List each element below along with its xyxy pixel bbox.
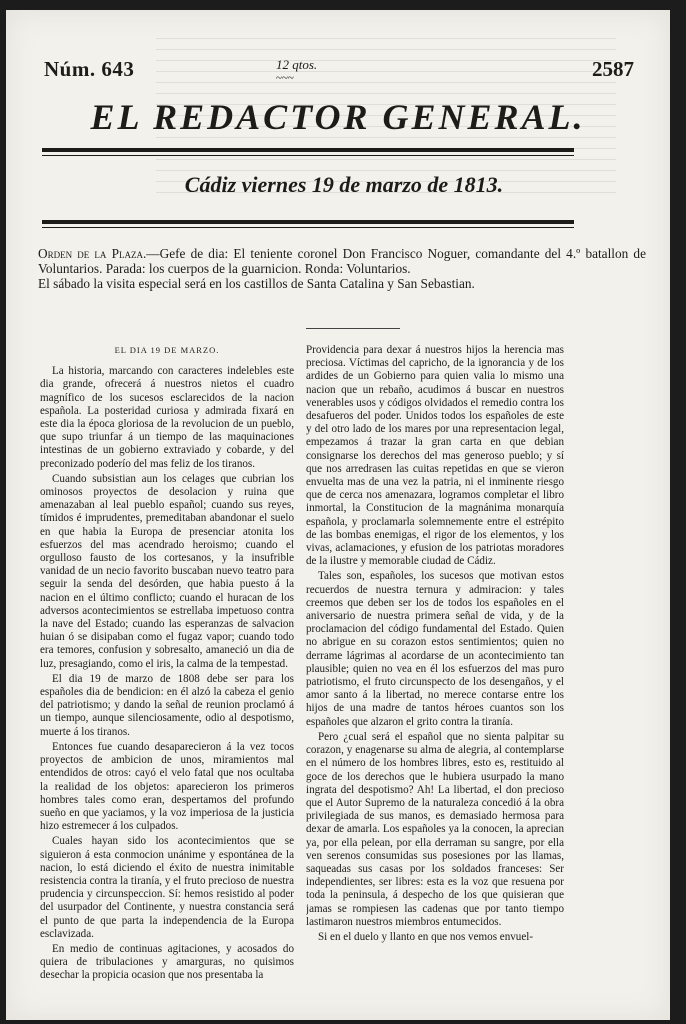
newspaper-page (6, 10, 670, 1020)
article-paragraph: La historia, marcando con caracteres indelebles este dia grande, ofrecerá á nuestros nietos el cuadro magnífico de los sucesos esclarecidos de la nacion española. La posteridad curiosa y admirada fixará en este dia la época gloriosa de la revolucion de un pueblo, que supo triunfar á un tiempo de las maquinaciones intestinas de un gobierno extraviado y cobarde, y del preconizado poderío del mas feliz de los tiranos. (40, 365, 294, 470)
price-ornament: ~~~ (276, 72, 294, 84)
article-paragraph: Cuando subsistian aun los celages que cubrian los ominosos proyectos de desolacion y ruina que amenazaban al leal pueblo español; cuando sus reyes, tímidos é imprudentes, premeditaban abandonar el suelo en que habia la Europa de presenciar atonita los esfuerzos del mas acendrado heroismo; cuando el orgulloso fausto de los cortesanos, y la insufrible vanidad de un necio favorito buscaban nuevo teatro para seguir la senda del desórden, que habia puesto á la nacion en el último conflicto; cuando el huracan de los adversos acontecimientos se estrellaba impetuoso contra la nave del Estado; cuando las esperanzas de salvacion huian ó se disipaban como el fugaz vapor; cuando todo era temores, confusion y sobresalto, amaneció un dia de luz, presagiando, como el iris, la calma de la tempestad. (40, 472, 294, 670)
orden-label: Orden de la Plaza. (38, 246, 147, 261)
article-paragraph: Pero ¿cual será el español que no sienta palpitar su corazon, y enagenarse su alma de alegria, al contemplarse en el número de los hombres libres, esto es, restituido al goce de los derechos que le hubiera usurpado la mano ingrata del despotismo? Ah! La libertad, el don precioso que el Autor Supremo de la naturaleza concedió á la obra privilegiada de sus manos, es demasiado hermosa para dexar de amarla. Los españoles ya la conocen, la aprecian ya, por ella pelean, por ella derraman su sangre, por ella ven serenos consumidas sus posesiones por las llamas, saqueadas sus casas por los soldados franceses: Ser independientes, ser libres: esta es la voz que resuena por toda la peninsula, á despecho de los que quisieran que jamas se rompiesen las cadenas que por tanto tiempo lastimaron nuestros miembros entumecidos. (306, 730, 564, 928)
issue-price: 12 qtos. (276, 57, 318, 72)
orden-text: —Gefe de dia: El teniente coronel Don Francisco Noguer, comandante del 4.º batallon de Voluntarios. Parada: los cuerpos de la guarnicion. Ronda: Voluntarios. (38, 246, 646, 276)
article-paragraph: Cuales hayan sido los acontecimientos que se siguieron á esta conmocion unánime y espontánea de la nacion, lo está diciendo el éxito de nuestra inimitable resistencia contra la tiranía, y el fruto precioso de nuestra prudencia y circunspeccion. Sí: hemos resistido al poder del usurpador del Continente, y nuestra constancia será el punto de que parta la independencia de la Europa esclavizada. (40, 835, 294, 940)
article-column-left (40, 344, 294, 984)
page-number: 2587 (592, 57, 634, 81)
article-title: EL DIA 19 DE MARZO. (114, 345, 220, 355)
dateline-rule-thin (42, 227, 574, 228)
article-paragraph: En medio de continuas agitaciones, y acosados do quiera de tribulaciones y amarguras, no quisimos desechar la propicia ocasion que nos presentaba la (40, 942, 294, 982)
issue-number: Núm. 643 (44, 57, 135, 81)
article-paragraph: Providencia para dexar á nuestros hijos la herencia mas preciosa. Víctimas del capricho, de la ignorancia y de los ardides de un Gobierno para quien valia lo mismo una nacion que un rebaño, acudimos á buscar en nuestros venerables usos y códigos olvidados el remedio contra los desafueros del poder. Unidos todos los españoles de este y del otro lado de los mares por una representacion legal, empezamos á trazar la gran carta en que debian consignarse los derechos del mas generoso pueblo; y sí que nos arredrasen las cuitas repetidas en que se vieron envuelta mas de una vez la patria, ni el inminente riesgo que de cerca nos amenazara, logramos completar el libro inmortal, la Constitucion de la magnánima monarquía española, y proclamarla solemnemente entre el estrépito de las bombas enemigas, el rigor de los elementos, y los vivas, aclamaciones, y efusion de los patriotas moradores de la ilustre y memorable ciudad de Cádiz. (306, 344, 564, 568)
dateline-rule-thick (42, 220, 574, 224)
orden-visita: El sábado la visita especial será en los castillos de Santa Catalina y San Sebastian. (38, 276, 475, 291)
masthead-rule-thick (42, 148, 574, 152)
article-column-right (306, 344, 564, 984)
masthead-rule-thin (42, 155, 574, 156)
article-paragraph: El dia 19 de marzo de 1808 debe ser para los españoles dia de bendicion: en él alzó la cabeza el genio del patriotismo; y dando la señal de reunion proclamó á un tiempo, aunque silenciosamente, odio al despotismo, muerte á los tiranos. (40, 672, 294, 738)
masthead-title: EL REDACTOR GENERAL. (90, 97, 586, 137)
article-paragraph: Si en el duelo y llanto en que nos vemos envuel- (318, 930, 534, 943)
article-paragraph: Entonces fue cuando desaparecieron á la vez tocos proyectos de ambicion de unos, miramientos mal entendidos de otros: cayó el velo fatal que nos ocultaba la realidad de los objetos: aparecieron los primeros hombres tales como eran, despertamos del profundo sueño en que yaciamos, y la voz imperiosa de la justicia hizo estremecer á los culpados. (40, 740, 294, 833)
dateline: Cádiz viernes 19 de marzo de 1813. (184, 172, 504, 197)
article-paragraph: Tales son, españoles, los sucesos que motivan estos recuerdos de nuestra ternura y admiracion: y tales creemos que deben ser los de todos los españoles en el aniversario de nuestra primera señal de vida, y de la proclamacion del código fundamental del Estado. Quien no abrigue en su corazon estos sentimientos; quien no derrame lágrimas al acordarse de un acontecimiento tan plausible; quien no vea en él los esfuerzos del mas puro patriotismo, el fruto circunspecto de los desengaños, y el amor santo á la libertad, no merece contarse entre los hijos de una madre de tantos héroes cuantos son los españoles que alzaron el grito contra la tiranía. (306, 570, 564, 728)
orden-de-la-plaza (38, 246, 646, 291)
section-divider (306, 328, 400, 329)
